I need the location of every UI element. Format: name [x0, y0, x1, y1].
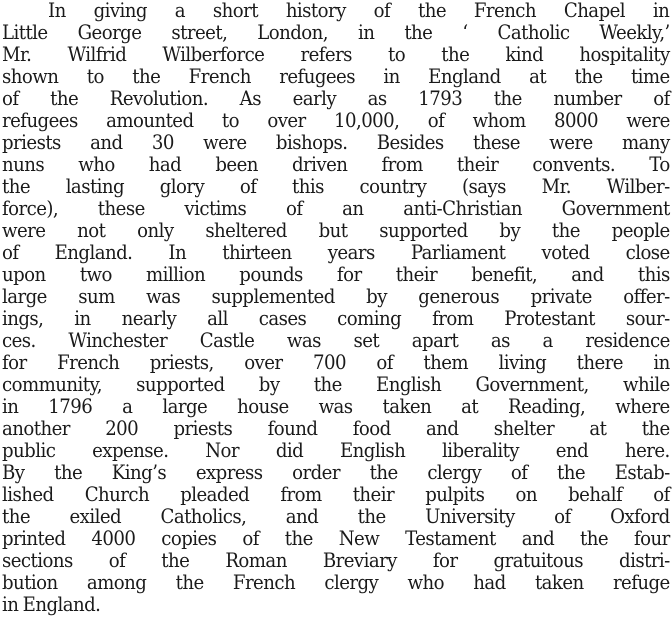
article-line-18: community, supported by the English Government, while [2, 373, 670, 396]
article-line-16: ces. Winchester Castle was set apart as a residence [2, 329, 670, 352]
article-line-24: the exiled Catholics, and the University of Oxford [2, 505, 670, 528]
article-line-4: shown to the French refugees in England at the time [2, 65, 670, 88]
article-line-21: public expense. Nor did English liberality end here. [2, 439, 670, 462]
article-line-28: in England. [2, 593, 101, 616]
article-line-23: lished Church pleaded from their pulpits on behalf of [2, 483, 670, 506]
article-line-6: refugees amounted to over 10,000, of whom 8000 were [2, 109, 670, 132]
article-line-7: priests and 30 were bishops. Besides these were many [2, 131, 670, 154]
article-line-13: upon two million pounds for their benefit, and this [2, 263, 670, 286]
article-line-3: Mr. Wilfrid Wilberforce refers to the kind hospitality [2, 43, 670, 66]
article-line-5: of the Revolution. As early as 1793 the number of [2, 87, 670, 110]
article-line-25: printed 4000 copies of the New Testament and the four [2, 527, 670, 550]
article-line-19: in 1796 a large house was taken at Reading, where [2, 395, 670, 418]
article-line-2: Little George street, London, in the ‘ Catholic Weekly,’ [2, 21, 670, 44]
article-line-12: of England. In thirteen years Parliament voted close [2, 241, 670, 264]
article-line-17: for French priests, over 700 of them living there in [2, 351, 670, 374]
article-line-10: force), these victims of an anti-Christian Government [2, 197, 670, 220]
article-line-22: By the King’s express order the clergy of the Estab- [2, 461, 670, 484]
article-line-20: another 200 priests found food and shelter at the [2, 417, 670, 440]
article-line-15: ings, in nearly all cases coming from Protestant sour- [2, 307, 670, 330]
article-line-8: nuns who had been driven from their convents. To [2, 153, 670, 176]
article-line-11: were not only sheltered but supported by the people [2, 219, 670, 242]
article-line-26: sections of the Roman Breviary for gratuitous distri- [2, 549, 670, 572]
article-line-14: large sum was supplemented by generous private offer- [2, 285, 670, 308]
article-line-27: bution among the French clergy who had taken refuge [2, 571, 670, 594]
article-line-1: In giving a short history of the French Chapel in [48, 0, 670, 22]
article-line-9: the lasting glory of this country (says Mr. Wilber- [2, 175, 670, 198]
